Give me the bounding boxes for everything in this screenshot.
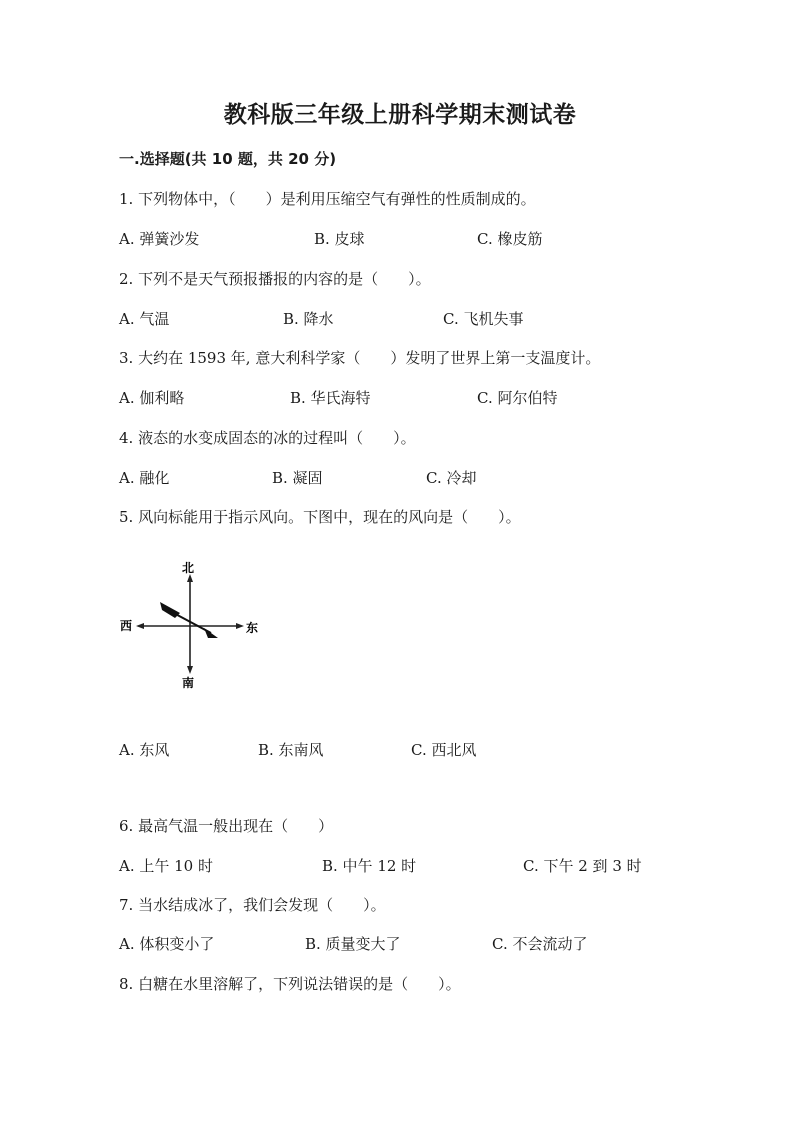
question-6-stem: 6. 最高气温一般出现在（ ） xyxy=(119,817,334,835)
wind-vane-figure xyxy=(118,560,268,695)
question-7-option-c: C. 不会流动了 xyxy=(492,935,588,953)
page-title: 教科版三年级上册科学期末测试卷 xyxy=(223,102,577,128)
question-7-option-a: A. 体积变小了 xyxy=(119,935,215,953)
question-4-option-b: B. 凝固 xyxy=(272,469,323,487)
vane-tail xyxy=(160,602,180,618)
question-4-option-a: A. 融化 xyxy=(119,469,170,487)
south-arrow xyxy=(187,666,193,674)
east-arrow xyxy=(236,623,244,629)
question-2-option-a: A. 气温 xyxy=(119,310,170,328)
question-5-option-b: B. 东南风 xyxy=(258,741,324,759)
question-3-option-b: B. 华氏海特 xyxy=(290,389,371,407)
west-label: 西 xyxy=(120,619,133,633)
question-3-option-a: A. 伽利略 xyxy=(119,389,185,407)
section-heading: 一.选择题(共 10 题，共 20 分) xyxy=(119,150,337,168)
question-6-option-a: A. 上午 10 时 xyxy=(119,857,213,875)
question-4-option-c: C. 冷却 xyxy=(426,469,477,487)
question-1-stem: 1. 下列物体中，（ ）是利用压缩空气有弹性的性质制成的。 xyxy=(119,190,536,208)
question-1-option-b: B. 皮球 xyxy=(314,230,365,248)
question-7-stem: 7. 当水结成冰了，我们会发现（ ）。 xyxy=(119,896,386,914)
question-5-option-c: C. 西北风 xyxy=(411,741,477,759)
question-3-option-c: C. 阿尔伯特 xyxy=(477,389,558,407)
question-5-option-a: A. 东风 xyxy=(119,741,170,759)
west-arrow xyxy=(136,623,144,629)
question-4-stem: 4. 液态的水变成固态的冰的过程叫（ ）。 xyxy=(119,429,416,447)
question-1-option-a: A. 弹簧沙发 xyxy=(119,230,200,248)
question-8-stem: 8. 白糖在水里溶解了，下列说法错误的是（ ）。 xyxy=(119,975,461,993)
east-label: 东 xyxy=(246,621,259,635)
question-5-stem: 5. 风向标能用于指示风向。下图中，现在的风向是（ ）。 xyxy=(119,508,521,526)
question-2-stem: 2. 下列不是天气预报播报的内容的是（ ）。 xyxy=(119,270,431,288)
north-label: 北 xyxy=(182,561,195,575)
question-2-option-b: B. 降水 xyxy=(283,310,334,328)
north-arrow xyxy=(187,574,193,582)
question-2-option-c: C. 飞机失事 xyxy=(443,310,524,328)
question-6-option-b: B. 中午 12 时 xyxy=(322,857,417,875)
question-3-stem: 3. 大约在 1593 年, 意大利科学家（ ）发明了世界上第一支温度计。 xyxy=(119,349,601,367)
question-7-option-b: B. 质量变大了 xyxy=(305,935,401,953)
question-6-option-c: C. 下午 2 到 3 时 xyxy=(523,857,642,875)
south-label: 南 xyxy=(182,676,195,690)
question-1-option-c: C. 橡皮筋 xyxy=(477,230,543,248)
